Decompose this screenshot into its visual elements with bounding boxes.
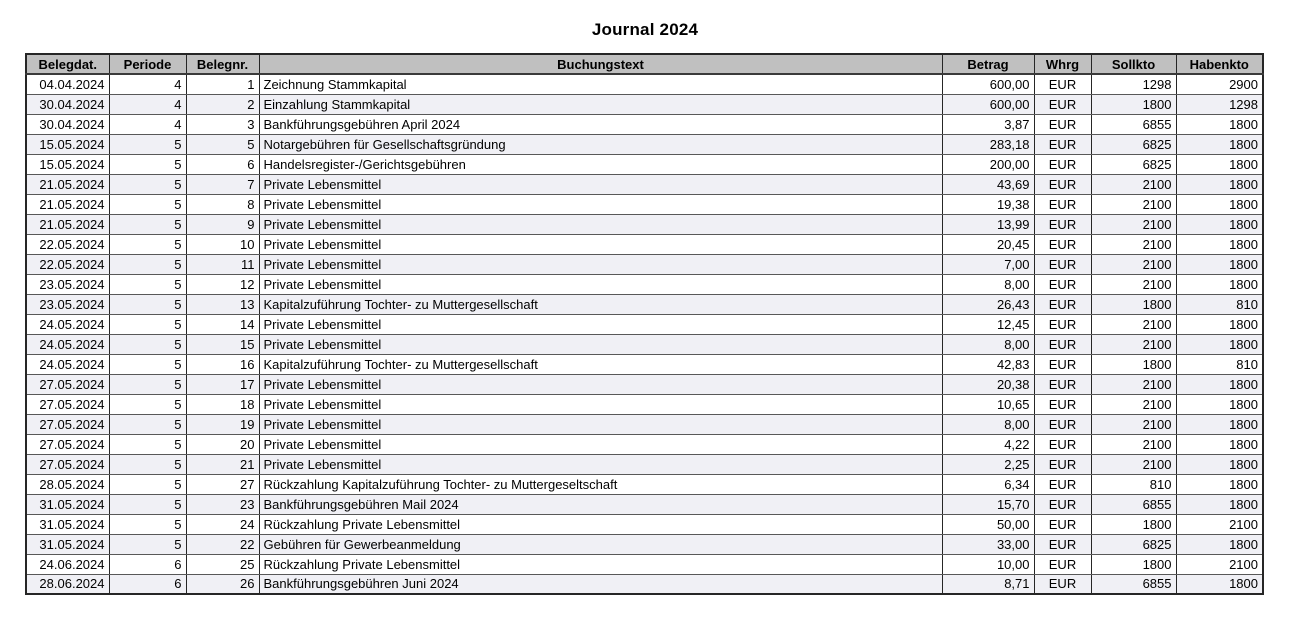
betrag-cell: 8,00: [942, 334, 1034, 354]
whrg-cell: EUR: [1034, 154, 1091, 174]
table-row: [26, 294, 1263, 314]
periode-cell: 5: [109, 454, 186, 474]
betrag-cell: 600,00: [942, 94, 1034, 114]
sollkto-cell: 810: [1091, 474, 1176, 494]
periode-cell: 4: [109, 114, 186, 134]
belegdat-cell: 28.05.2024: [26, 474, 109, 494]
buchungstext-cell: Notargebühren für Gesellschaftsgründung: [259, 134, 942, 154]
column-header-buchungstext: Buchungstext: [259, 54, 942, 74]
belegdat-cell: 22.05.2024: [26, 254, 109, 274]
periode-cell: 5: [109, 174, 186, 194]
habenkto-cell: 1800: [1176, 174, 1263, 194]
whrg-cell: EUR: [1034, 574, 1091, 594]
periode-cell: 5: [109, 494, 186, 514]
buchungstext-cell: Private Lebensmittel: [259, 274, 942, 294]
habenkto-cell: 1800: [1176, 274, 1263, 294]
buchungstext-cell: Private Lebensmittel: [259, 374, 942, 394]
belegdat-cell: 21.05.2024: [26, 174, 109, 194]
habenkto-cell: 1800: [1176, 334, 1263, 354]
table-row: [26, 134, 1263, 154]
belegnr-cell: 22: [186, 534, 259, 554]
buchungstext-cell: Gebühren für Gewerbeanmeldung: [259, 534, 942, 554]
sollkto-cell: 2100: [1091, 314, 1176, 334]
belegnr-cell: 2: [186, 94, 259, 114]
habenkto-cell: 1800: [1176, 414, 1263, 434]
whrg-cell: EUR: [1034, 294, 1091, 314]
table-row: [26, 434, 1263, 454]
belegdat-cell: 27.05.2024: [26, 454, 109, 474]
buchungstext-cell: Private Lebensmittel: [259, 314, 942, 334]
table-row: [26, 94, 1263, 114]
periode-cell: 5: [109, 534, 186, 554]
table-row: [26, 494, 1263, 514]
habenkto-cell: 1800: [1176, 474, 1263, 494]
habenkto-cell: 1800: [1176, 374, 1263, 394]
table-row: [26, 354, 1263, 374]
table-row: [26, 474, 1263, 494]
sollkto-cell: 2100: [1091, 394, 1176, 414]
habenkto-cell: 810: [1176, 294, 1263, 314]
belegnr-cell: 3: [186, 114, 259, 134]
belegdat-cell: 23.05.2024: [26, 294, 109, 314]
table-row: [26, 554, 1263, 574]
sollkto-cell: 6825: [1091, 134, 1176, 154]
belegnr-cell: 20: [186, 434, 259, 454]
periode-cell: 5: [109, 194, 186, 214]
whrg-cell: EUR: [1034, 534, 1091, 554]
betrag-cell: 8,00: [942, 414, 1034, 434]
sollkto-cell: 6855: [1091, 114, 1176, 134]
habenkto-cell: 2900: [1176, 74, 1263, 94]
belegnr-cell: 16: [186, 354, 259, 374]
whrg-cell: EUR: [1034, 394, 1091, 414]
sollkto-cell: 2100: [1091, 434, 1176, 454]
betrag-cell: 4,22: [942, 434, 1034, 454]
belegdat-cell: 23.05.2024: [26, 274, 109, 294]
belegnr-cell: 9: [186, 214, 259, 234]
belegdat-cell: 27.05.2024: [26, 374, 109, 394]
sollkto-cell: 1800: [1091, 294, 1176, 314]
betrag-cell: 42,83: [942, 354, 1034, 374]
belegnr-cell: 21: [186, 454, 259, 474]
whrg-cell: EUR: [1034, 174, 1091, 194]
betrag-cell: 13,99: [942, 214, 1034, 234]
column-header-belegnr: Belegnr.: [186, 54, 259, 74]
habenkto-cell: 1800: [1176, 194, 1263, 214]
sollkto-cell: 2100: [1091, 214, 1176, 234]
habenkto-cell: 2100: [1176, 514, 1263, 534]
table-row: [26, 534, 1263, 554]
table-row: [26, 74, 1263, 94]
buchungstext-cell: Bankführungsgebühren Mail 2024: [259, 494, 942, 514]
sollkto-cell: 2100: [1091, 454, 1176, 474]
periode-cell: 5: [109, 234, 186, 254]
habenkto-cell: 1800: [1176, 434, 1263, 454]
periode-cell: 6: [109, 554, 186, 574]
table-row: [26, 274, 1263, 294]
sollkto-cell: 6855: [1091, 494, 1176, 514]
belegdat-cell: 31.05.2024: [26, 494, 109, 514]
header-row: [26, 54, 1263, 74]
sollkto-cell: 2100: [1091, 334, 1176, 354]
betrag-cell: 200,00: [942, 154, 1034, 174]
periode-cell: 5: [109, 334, 186, 354]
periode-cell: 5: [109, 254, 186, 274]
betrag-cell: 8,71: [942, 574, 1034, 594]
betrag-cell: 50,00: [942, 514, 1034, 534]
habenkto-cell: 1800: [1176, 254, 1263, 274]
table-row: [26, 374, 1263, 394]
table-row: [26, 574, 1263, 594]
buchungstext-cell: Handelsregister-/Gerichtsgebühren: [259, 154, 942, 174]
buchungstext-cell: Rückzahlung Private Lebensmittel: [259, 554, 942, 574]
belegdat-cell: 27.05.2024: [26, 394, 109, 414]
betrag-cell: 283,18: [942, 134, 1034, 154]
belegnr-cell: 10: [186, 234, 259, 254]
sollkto-cell: 2100: [1091, 274, 1176, 294]
journal-table-body: [26, 74, 1263, 594]
belegdat-cell: 24.05.2024: [26, 314, 109, 334]
belegnr-cell: 5: [186, 134, 259, 154]
belegnr-cell: 11: [186, 254, 259, 274]
belegnr-cell: 23: [186, 494, 259, 514]
betrag-cell: 20,38: [942, 374, 1034, 394]
belegdat-cell: 30.04.2024: [26, 114, 109, 134]
periode-cell: 5: [109, 394, 186, 414]
table-row: [26, 114, 1263, 134]
sollkto-cell: 1800: [1091, 554, 1176, 574]
periode-cell: 4: [109, 74, 186, 94]
sollkto-cell: 1298: [1091, 74, 1176, 94]
sollkto-cell: 6825: [1091, 154, 1176, 174]
journal-table-header: [26, 54, 1263, 74]
periode-cell: 5: [109, 274, 186, 294]
betrag-cell: 600,00: [942, 74, 1034, 94]
belegdat-cell: 21.05.2024: [26, 214, 109, 234]
whrg-cell: EUR: [1034, 234, 1091, 254]
whrg-cell: EUR: [1034, 74, 1091, 94]
belegnr-cell: 27: [186, 474, 259, 494]
habenkto-cell: 1800: [1176, 394, 1263, 414]
buchungstext-cell: Private Lebensmittel: [259, 174, 942, 194]
sollkto-cell: 1800: [1091, 514, 1176, 534]
habenkto-cell: 1800: [1176, 154, 1263, 174]
whrg-cell: EUR: [1034, 414, 1091, 434]
betrag-cell: 19,38: [942, 194, 1034, 214]
belegnr-cell: 15: [186, 334, 259, 354]
table-row: [26, 154, 1263, 174]
column-header-habenkto: Habenkto: [1176, 54, 1263, 74]
periode-cell: 5: [109, 154, 186, 174]
belegdat-cell: 27.05.2024: [26, 434, 109, 454]
betrag-cell: 7,00: [942, 254, 1034, 274]
page-title: Journal 2024: [591, 20, 699, 39]
habenkto-cell: 1800: [1176, 494, 1263, 514]
belegnr-cell: 1: [186, 74, 259, 94]
column-header-periode: Periode: [109, 54, 186, 74]
table-row: [26, 174, 1263, 194]
table-row: [26, 414, 1263, 434]
habenkto-cell: 810: [1176, 354, 1263, 374]
belegdat-cell: 24.05.2024: [26, 354, 109, 374]
whrg-cell: EUR: [1034, 374, 1091, 394]
whrg-cell: EUR: [1034, 554, 1091, 574]
belegnr-cell: 14: [186, 314, 259, 334]
whrg-cell: EUR: [1034, 354, 1091, 374]
table-row: [26, 394, 1263, 414]
betrag-cell: 3,87: [942, 114, 1034, 134]
betrag-cell: 26,43: [942, 294, 1034, 314]
periode-cell: 5: [109, 354, 186, 374]
betrag-cell: 10,00: [942, 554, 1034, 574]
whrg-cell: EUR: [1034, 514, 1091, 534]
whrg-cell: EUR: [1034, 454, 1091, 474]
belegdat-cell: 22.05.2024: [26, 234, 109, 254]
whrg-cell: EUR: [1034, 274, 1091, 294]
sollkto-cell: 6855: [1091, 574, 1176, 594]
table-row: [26, 214, 1263, 234]
belegnr-cell: 8: [186, 194, 259, 214]
habenkto-cell: 1800: [1176, 134, 1263, 154]
table-row: [26, 234, 1263, 254]
betrag-cell: 20,45: [942, 234, 1034, 254]
whrg-cell: EUR: [1034, 114, 1091, 134]
belegdat-cell: 15.05.2024: [26, 134, 109, 154]
belegnr-cell: 18: [186, 394, 259, 414]
habenkto-cell: 1800: [1176, 114, 1263, 134]
sollkto-cell: 2100: [1091, 414, 1176, 434]
periode-cell: 5: [109, 374, 186, 394]
column-header-sollkto: Sollkto: [1091, 54, 1176, 74]
belegnr-cell: 7: [186, 174, 259, 194]
betrag-cell: 12,45: [942, 314, 1034, 334]
whrg-cell: EUR: [1034, 194, 1091, 214]
table-row: [26, 454, 1263, 474]
whrg-cell: EUR: [1034, 334, 1091, 354]
belegnr-cell: 26: [186, 574, 259, 594]
belegnr-cell: 17: [186, 374, 259, 394]
belegdat-cell: 28.06.2024: [26, 574, 109, 594]
periode-cell: 5: [109, 214, 186, 234]
belegdat-cell: 31.05.2024: [26, 514, 109, 534]
habenkto-cell: 1800: [1176, 314, 1263, 334]
belegnr-cell: 24: [186, 514, 259, 534]
belegnr-cell: 19: [186, 414, 259, 434]
journal-table: [25, 53, 1264, 595]
buchungstext-cell: Rückzahlung Private Lebensmittel: [259, 514, 942, 534]
belegnr-cell: 12: [186, 274, 259, 294]
whrg-cell: EUR: [1034, 214, 1091, 234]
column-header-belegdat: Belegdat.: [26, 54, 109, 74]
belegnr-cell: 13: [186, 294, 259, 314]
sollkto-cell: 2100: [1091, 374, 1176, 394]
table-row: [26, 514, 1263, 534]
periode-cell: 5: [109, 434, 186, 454]
belegdat-cell: 15.05.2024: [26, 154, 109, 174]
whrg-cell: EUR: [1034, 134, 1091, 154]
buchungstext-cell: Einzahlung Stammkapital: [259, 94, 942, 114]
periode-cell: 4: [109, 94, 186, 114]
periode-cell: 5: [109, 294, 186, 314]
whrg-cell: EUR: [1034, 434, 1091, 454]
column-header-betrag: Betrag: [942, 54, 1034, 74]
table-row: [26, 314, 1263, 334]
periode-cell: 5: [109, 414, 186, 434]
betrag-cell: 2,25: [942, 454, 1034, 474]
habenkto-cell: 1800: [1176, 454, 1263, 474]
buchungstext-cell: Private Lebensmittel: [259, 394, 942, 414]
sollkto-cell: 6825: [1091, 534, 1176, 554]
sollkto-cell: 1800: [1091, 94, 1176, 114]
table-row: [26, 194, 1263, 214]
buchungstext-cell: Private Lebensmittel: [259, 334, 942, 354]
sollkto-cell: 2100: [1091, 234, 1176, 254]
whrg-cell: EUR: [1034, 474, 1091, 494]
sollkto-cell: 2100: [1091, 174, 1176, 194]
periode-cell: 6: [109, 574, 186, 594]
habenkto-cell: 1298: [1176, 94, 1263, 114]
belegdat-cell: 24.05.2024: [26, 334, 109, 354]
table-row: [26, 254, 1263, 274]
belegdat-cell: 04.04.2024: [26, 74, 109, 94]
habenkto-cell: 1800: [1176, 574, 1263, 594]
whrg-cell: EUR: [1034, 494, 1091, 514]
belegnr-cell: 6: [186, 154, 259, 174]
buchungstext-cell: Kapitalzuführung Tochter- zu Muttergesellschaft: [259, 294, 942, 314]
buchungstext-cell: Zeichnung Stammkapital: [259, 74, 942, 94]
periode-cell: 5: [109, 474, 186, 494]
betrag-cell: 6,34: [942, 474, 1034, 494]
belegdat-cell: 21.05.2024: [26, 194, 109, 214]
betrag-cell: 10,65: [942, 394, 1034, 414]
betrag-cell: 8,00: [942, 274, 1034, 294]
sollkto-cell: 2100: [1091, 254, 1176, 274]
periode-cell: 5: [109, 134, 186, 154]
column-header-whrg: Whrg: [1034, 54, 1091, 74]
buchungstext-cell: Private Lebensmittel: [259, 194, 942, 214]
buchungstext-cell: Bankführungsgebühren April 2024: [259, 114, 942, 134]
betrag-cell: 43,69: [942, 174, 1034, 194]
sollkto-cell: 1800: [1091, 354, 1176, 374]
whrg-cell: EUR: [1034, 94, 1091, 114]
belegdat-cell: 30.04.2024: [26, 94, 109, 114]
buchungstext-cell: Bankführungsgebühren Juni 2024: [259, 574, 942, 594]
belegdat-cell: 31.05.2024: [26, 534, 109, 554]
betrag-cell: 15,70: [942, 494, 1034, 514]
buchungstext-cell: Private Lebensmittel: [259, 434, 942, 454]
buchungstext-cell: Private Lebensmittel: [259, 454, 942, 474]
table-row: [26, 334, 1263, 354]
sollkto-cell: 2100: [1091, 194, 1176, 214]
betrag-cell: 33,00: [942, 534, 1034, 554]
whrg-cell: EUR: [1034, 314, 1091, 334]
buchungstext-cell: Rückzahlung Kapitalzuführung Tochter- zu Muttergeseltschaft: [259, 474, 942, 494]
periode-cell: 5: [109, 514, 186, 534]
buchungstext-cell: Kapitalzuführung Tochter- zu Muttergesellschaft: [259, 354, 942, 374]
periode-cell: 5: [109, 314, 186, 334]
belegdat-cell: 27.05.2024: [26, 414, 109, 434]
habenkto-cell: 1800: [1176, 214, 1263, 234]
buchungstext-cell: Private Lebensmittel: [259, 254, 942, 274]
belegdat-cell: 24.06.2024: [26, 554, 109, 574]
buchungstext-cell: Private Lebensmittel: [259, 214, 942, 234]
belegnr-cell: 25: [186, 554, 259, 574]
buchungstext-cell: Private Lebensmittel: [259, 234, 942, 254]
habenkto-cell: 2100: [1176, 554, 1263, 574]
habenkto-cell: 1800: [1176, 534, 1263, 554]
buchungstext-cell: Private Lebensmittel: [259, 414, 942, 434]
whrg-cell: EUR: [1034, 254, 1091, 274]
habenkto-cell: 1800: [1176, 234, 1263, 254]
